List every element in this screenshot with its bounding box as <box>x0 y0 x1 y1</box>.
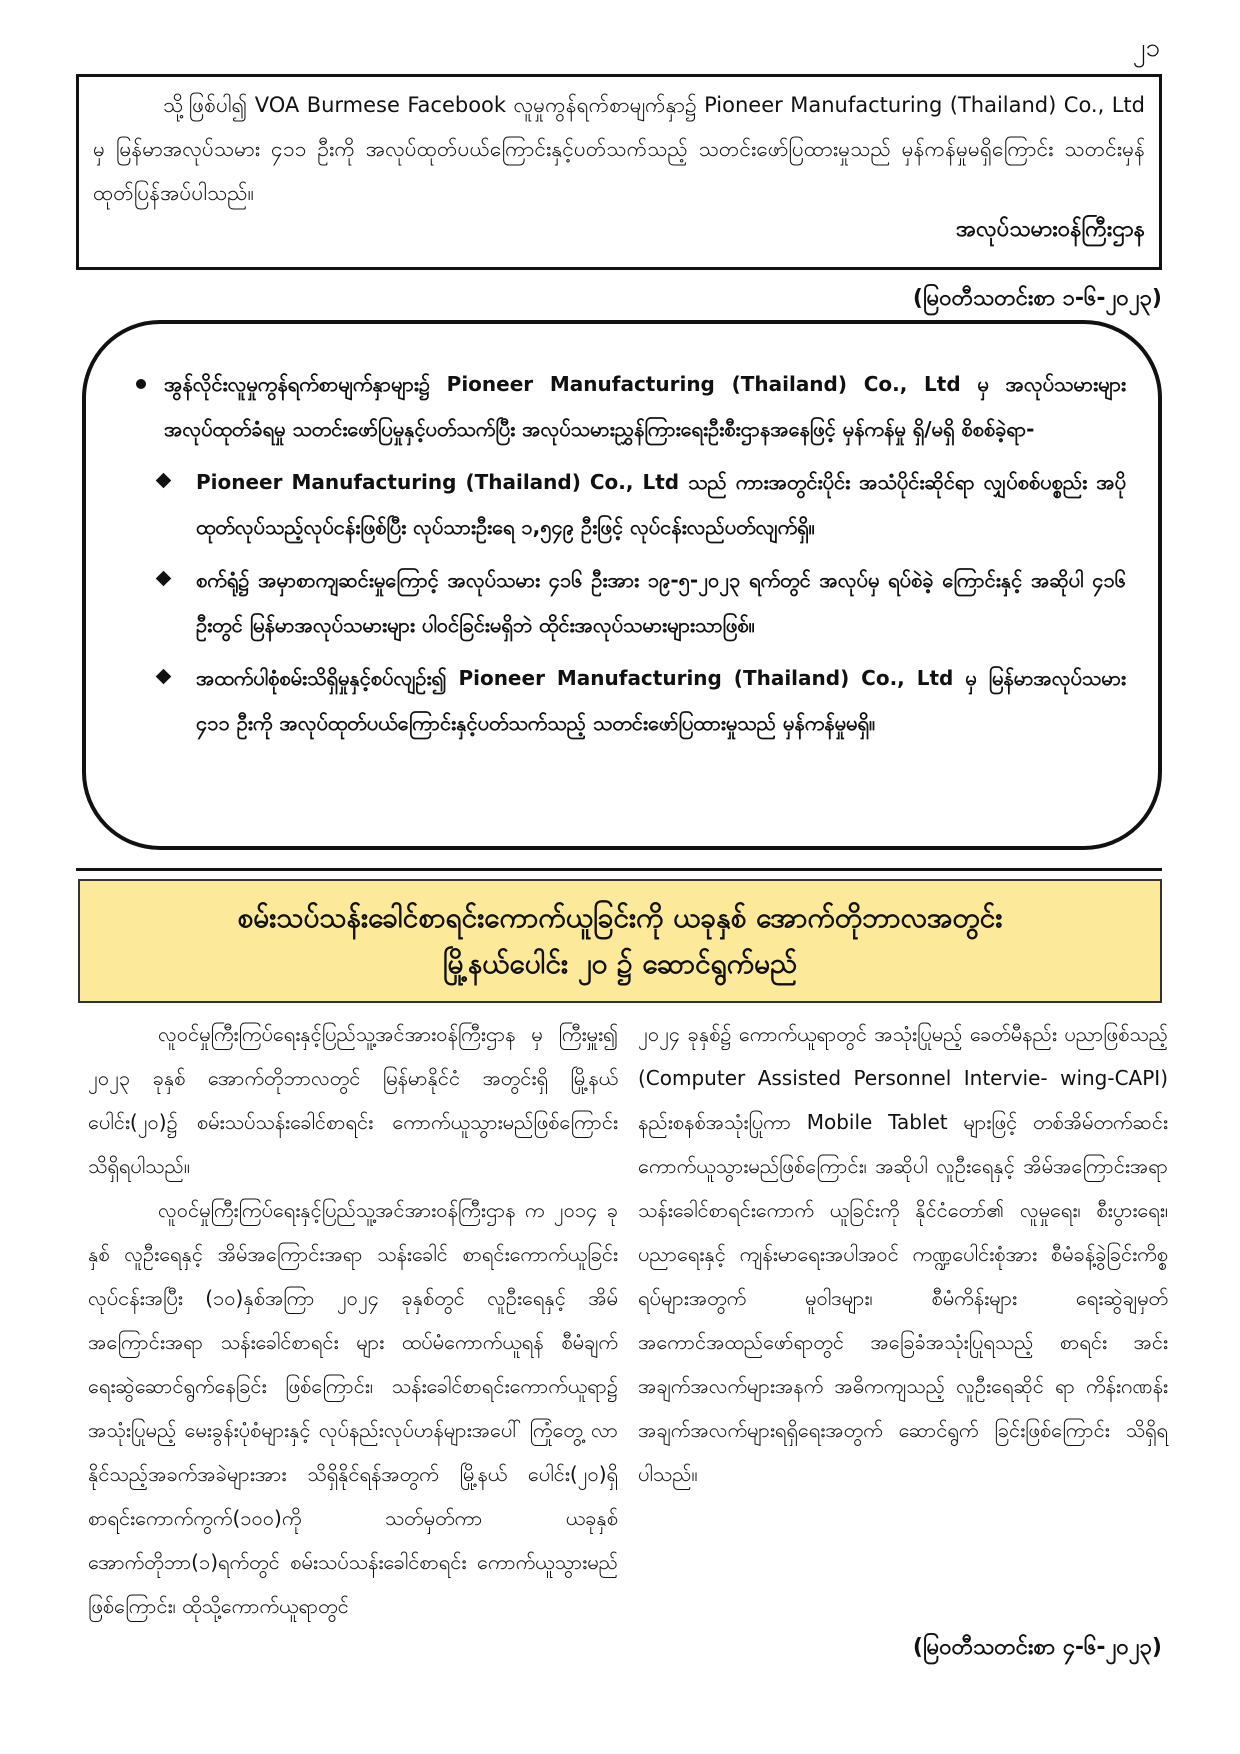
notice-source: (မြဝတီသတင်းစာ ၁-၆-၂၀၂၃) <box>912 286 1162 311</box>
fact-check-intro <box>118 362 1126 452</box>
fact-check-box <box>82 320 1162 850</box>
fact-point <box>118 656 1126 746</box>
fact-point <box>118 460 1126 550</box>
section-divider <box>76 868 1162 871</box>
diamond-bullet-icon <box>156 669 172 685</box>
article-headline <box>78 879 1162 1003</box>
article-paragraph: လူဝင်မှုကြီးကြပ်ရေးနှင့်ပြည်သူ့အင်အားဝန်ကြီးဌာန က ၂၀၁၄ ခုနှစ် လူဦးရေနှင့် အိမ်အကြောင်းအရာ သန်းခေါင် စာရင်းကောက်ယူခြင်းလုပ်ငန်းအပြီး (၁၀)နှစ်အကြာ ၂၀၂၄ ခုနှစ်တွင် လူဦးရေနှင့် အိမ်အကြောင်းအရာ သန်းခေါင်စာရင်း များ ထပ်မံကောက်ယူရန် စီမံချက်ရေးဆွဲဆောင်ရွက်နေခြင်း ဖြစ်ကြောင်း၊ သန်းခေါင်စာရင်းကောက်ယူရာ၌ အသုံးပြုမည့် မေးခွန်းပုံစံများနှင့် လုပ်နည်းလုပ်ဟန်များအပေါ် ကြုံတွေ့ လာနိုင်သည့်အခက်အခဲများအား သိရှိနိုင်ရန်အတွက် မြို့နယ် ပေါင်း(၂၀)ရှိ စာရင်းကောက်ကွက်(၁၀၀)ကို သတ်မှတ်ကာ ယခုနှစ် အောက်တိုဘာ(၁)ရက်တွင် စမ်းသပ်သန်းခေါင်စာရင်း ကောက်ယူသွားမည်ဖြစ်ကြောင်း၊ ထိုသို့ကောက်ယူရာတွင် <box>88 1198 618 1618</box>
fact-point <box>118 558 1126 648</box>
diamond-bullet-icon <box>156 571 172 587</box>
notice-signature: အလုပ်သမားဝန်ကြီးဌာန <box>955 217 1145 242</box>
correction-notice-box <box>76 74 1162 270</box>
article-paragraph: လူဝင်မှုကြီးကြပ်ရေးနှင့်ပြည်သူ့အင်အားဝန်ကြီးဌာန မှ ကြီးမှူး၍ ၂၀၂၃ ခုနှစ် အောက်တိုဘာလတွင် မြန်မာနိုင်ငံ အတွင်းရှိ မြို့နယ်ပေါင်း(၂၀)၌ စမ်းသပ်သန်းခေါင်စာရင်း ကောက်ယူသွားမည်ဖြစ်ကြောင်း သိရှိရပါသည်။ <box>88 1022 618 1178</box>
fact-point-text: အထက်ပါစုံစမ်းသိရှိမှုနှင့်စပ်လျဉ်း၍ Pioneer Manufacturing (Thailand) Co., Ltd မှ မြန်မာအလုပ်သမား ၄၁၁ ဦးကို အလုပ်ထုတ်ပယ်ကြောင်းနှင့်ပတ်သက်သည့် သတင်းဖော်ပြထားမှုသည် မှန်ကန်မှုမရှိ။ <box>196 666 1126 735</box>
article-paragraph: ၂၀၂၄ ခုနှစ်၌ ကောက်ယူရာတွင် အသုံးပြုမည့် ခေတ်မီနည်း ပညာဖြစ်သည့် (Computer Assisted Personnel Intervie- wing-CAPI) နည်းစနစ်အသုံးပြုကာ Mobile Tablet များဖြင့် တစ်အိမ်တက်ဆင်း ကောက်ယူသွားမည်ဖြစ်ကြောင်း၊ အဆိုပါ လူဦးရေနှင့် အိမ်အကြောင်းအရာ သန်းခေါင်စာရင်းကောက် ယူခြင်းကို နိုင်ငံတော်၏ လူမှုရေး၊ စီးပွားရေး၊ ပညာရေးနှင့် ကျန်းမာရေးအပါအဝင် ကဏ္ဍပေါင်းစုံအား စီမံခန့်ခွဲခြင်းကိစ္စ ရပ်များအတွက် မူဝါဒများ၊ စီမံကိန်းများ ရေးဆွဲချမှတ် အကောင်အထည်ဖော်ရာတွင် အခြေခံအသုံးပြုရသည့် စာရင်း အင်းအချက်အလက်များအနက် အဓိကကျသည့် လူဦးရေဆိုင် ရာ ကိန်းဂဏန်းအချက်အလက်များရရှိရေးအတွက် ဆောင်ရွက် ခြင်းဖြစ်ကြောင်း သိရှိရပါသည်။ <box>638 1022 1168 1486</box>
bullet-icon <box>136 379 146 389</box>
fact-point-text: စက်ရုံ၌ အမှာစာကျဆင်းမှုကြောင့် အလုပ်သမား ၄၁၆ ဦးအား ၁၉-၅-၂၀၂၃ ရက်တွင် အလုပ်မှ ရပ်စဲခဲ့ ကြောင်းနှင့် အဆိုပါ ၄၁၆ ဦးတွင် မြန်မာအလုပ်သမားများ ပါဝင်ခြင်းမရှိဘဲ ထိုင်းအလုပ်သမားများသာဖြစ်။ <box>196 568 1126 637</box>
headline-line-2: မြို့နယ်ပေါင်း ၂၀ ၌ ဆောင်ရွက်မည် <box>442 947 798 980</box>
article-source: (မြဝတီသတင်းစာ ၄-၆-၂၀၂၃) <box>912 1635 1162 1660</box>
fact-point-text: Pioneer Manufacturing (Thailand) Co., Ltd သည် ကားအတွင်းပိုင်း အသံပိုင်းဆိုင်ရာ လျှပ်စစ်ပစ္စည်း အပိုထုတ်လုပ်သည့်လုပ်ငန်းဖြစ်ပြီး လုပ်သားဦးရေ ၁,၅၄၉ ဦးဖြင့် လုပ်ငန်းလည်ပတ်လျက်ရှိ။ <box>196 470 1126 539</box>
page-number: ၂၁ <box>1132 33 1160 63</box>
article-column-left <box>88 1012 618 1628</box>
diamond-bullet-icon <box>156 473 172 489</box>
notice-text: သို့ဖြစ်ပါ၍ VOA Burmese Facebook လူမှုကွန်ရက်စာမျက်နှာ၌ Pioneer Manufacturing (Thailand) Co., Ltd မှ မြန်မာအလုပ်သမား ၄၁၁ ဦးကို အလုပ်ထုတ်ပယ်ကြောင်းနှင့်ပတ်သက်သည့် သတင်းဖော်ပြထားမှုသည် မှန်ကန်မှုမရှိကြောင်း သတင်းမှန်ထုတ်ပြန်အပ်ပါသည်။ <box>93 93 1145 205</box>
headline-line-1: စမ်းသပ်သန်းခေါင်စာရင်းကောက်ယူခြင်းကို ယခုနှစ် အောက်တိုဘာလအတွင်း <box>237 901 1003 934</box>
fact-check-intro-text: အွန်လိုင်းလူမှုကွန်ရက်စာမျက်နှာများ၌ Pioneer Manufacturing (Thailand) Co., Ltd မှ အလုပ်သမားများ အလုပ်ထုတ်ခံရမှု သတင်းဖော်ပြမှုနှင့်ပတ်သက်ပြီး အလုပ်သမားညွှန်ကြားရေးဦးစီးဌာနအနေဖြင့် မှန်ကန်မှု ရှိ/မရှိ စိစစ်ခဲ့ရာ- <box>164 372 1126 441</box>
article-column-right <box>638 1012 1168 1496</box>
fact-check-points <box>118 460 1126 746</box>
